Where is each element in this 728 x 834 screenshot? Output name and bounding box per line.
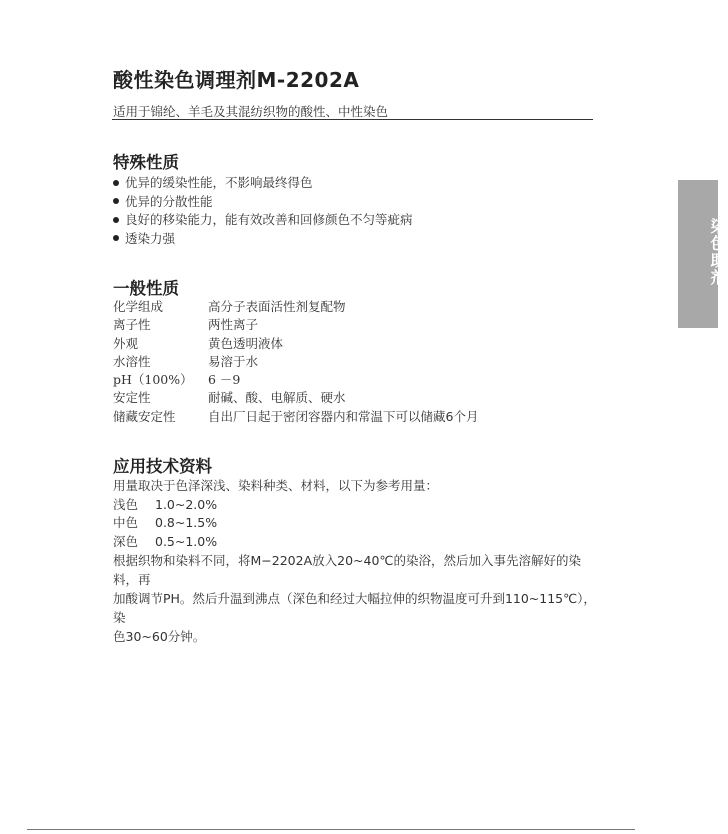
product-title: 酸性染色调理剂M-2202A [113,68,360,92]
procedure-paragraph [113,551,605,646]
bullet-icon [113,235,119,241]
list-item: 优异的缓染性能，不影响最终得色 [113,174,413,193]
dosage-value: 0.8~1.5% [155,515,218,530]
footer-divider [27,829,635,830]
features-heading: 特殊性质 [113,153,179,172]
property-value: 耐碱、酸、电解质、硬水 [208,390,346,406]
list-item: 良好的移染能力，能有效改善和回修颜色不匀等疵病 [113,211,413,230]
paragraph-line: 色30~60分钟。 [113,629,206,644]
general-properties [113,298,478,426]
property-value: 黄色透明液体 [208,335,284,351]
property-row [113,353,478,371]
tech-heading: 应用技术资料 [113,457,212,476]
property-value: 6 －9 [208,372,241,388]
dosage-row [113,496,605,515]
dosage-label: 浅色 [113,496,139,512]
property-value: 易溶于水 [208,353,259,369]
property-label: 离子性 [113,317,151,333]
list-item: 透染力强 [113,230,413,249]
property-row [113,298,478,316]
category-side-tab [678,180,727,328]
dosage-label: 中色 [113,515,139,530]
bullet-icon [113,217,119,223]
bullet-icon [113,180,119,186]
list-item: 优异的分散性能 [113,193,413,212]
dosage-row [113,533,605,552]
dosage-value: 0.5~1.0% [155,533,218,549]
property-label: 安定性 [113,390,151,406]
property-value: 两性离子 [208,317,259,333]
tech-section [113,477,605,646]
property-row [113,335,478,353]
property-label: 储藏安定性 [113,408,176,424]
property-row [113,316,478,334]
property-value: 高分子表面活性剂复配物 [208,299,346,314]
property-label: 化学组成 [113,299,164,314]
features-list [113,174,413,248]
dosage-intro: 用量取决于色泽深浅、染料种类、材料，以下为参考用量： [113,478,439,493]
general-heading: 一般性质 [113,279,179,298]
dosage-label: 深色 [113,533,139,549]
paragraph-line: 根据织物和染料不同，将M−2202A放入20~40℃的染浴，然后加入事先溶解好的染料，再 [113,553,581,587]
dosage-row [113,514,605,533]
property-row [113,408,478,426]
property-label: 外观 [113,335,139,351]
paragraph-line: 加酸调节PH。然后升温到沸点（深色和经过大幅拉伸的织物温度可升到110~115℃），染 [113,591,596,625]
title-divider [112,119,593,120]
property-label: 水溶性 [113,353,151,369]
product-subtitle: 适用于锦纶、羊毛及其混纺织物的酸性、中性染色 [113,104,389,119]
property-value: 自出厂日起于密闭容器内和常温下可以储藏6个月 [208,408,479,424]
property-row [113,389,478,407]
property-row [113,371,478,389]
property-label: pH（100%） [113,372,193,388]
dosage-value: 1.0~2.0% [155,496,218,512]
category-label: 染色助剂 [708,218,727,286]
bullet-icon [113,198,119,204]
